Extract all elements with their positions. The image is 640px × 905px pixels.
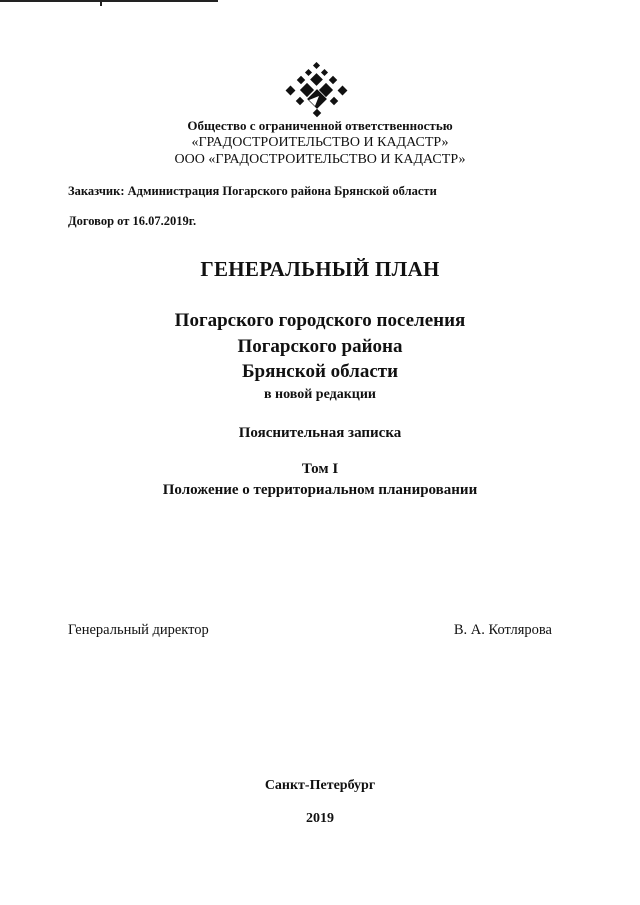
volume-number: Том I bbox=[301, 461, 339, 477]
note-type: Пояснительная записка bbox=[238, 425, 402, 441]
contract-line: Договор от 16.07.2019г. bbox=[68, 214, 197, 228]
document-title: ГЕНЕРАЛЬНЫЙ ПЛАН bbox=[200, 257, 440, 281]
year: 2019 bbox=[306, 811, 334, 826]
organization-quoted-name: «ГРАДОСТРОИТЕЛЬСТВО И КАДАСТР» bbox=[191, 135, 449, 150]
subtitle-line-3: Брянской области bbox=[241, 361, 399, 382]
customer-line: Заказчик: Администрация Погарского района Брянской области bbox=[68, 184, 437, 198]
signatory-position: Генеральный директор bbox=[68, 622, 209, 638]
diamond-logo-icon bbox=[284, 62, 350, 118]
subtitle-line-1: Погарского городского поселения bbox=[174, 310, 466, 331]
organization-short-name: ООО «ГРАДОСТРОИТЕЛЬСТВО И КАДАСТР» bbox=[174, 152, 466, 167]
signatory-name: В. А. Котлярова bbox=[453, 622, 552, 638]
city: Санкт-Петербург bbox=[264, 778, 376, 793]
volume-title: Положение о территориальном планировании bbox=[162, 482, 478, 498]
scan-edge-line bbox=[0, 0, 218, 2]
subtitle-line-2: Погарского района bbox=[237, 336, 403, 357]
organization-full-name: Общество с ограниченной ответственностью bbox=[187, 118, 453, 133]
edition-line: в новой редакции bbox=[264, 387, 376, 402]
scan-edge-tick bbox=[100, 0, 102, 6]
